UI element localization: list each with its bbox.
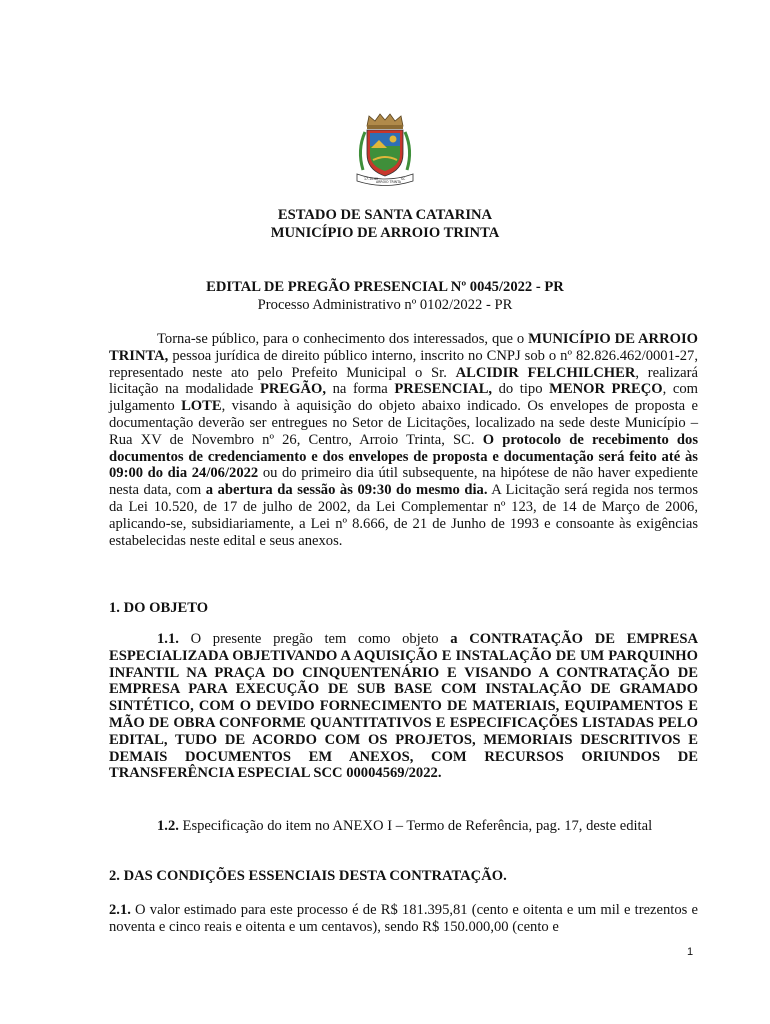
- intro-run: PREGÃO,: [259, 381, 327, 398]
- intro-run: Torna-se público, para o conhecimento dos interessados, que o: [157, 331, 529, 347]
- crest-crown: [367, 114, 403, 126]
- intro-paragraph: [109, 331, 698, 549]
- state-name: ESTADO DE SANTA CATARINA: [277, 207, 493, 223]
- process-number: Processo Administrativo nº 0102/2022 - PR: [257, 297, 513, 313]
- edital-title: EDITAL DE PREGÃO PRESENCIAL Nº 0045/2022 - PR: [206, 279, 564, 295]
- intro-run: LOTE: [181, 398, 222, 415]
- intro-run: O protocolo de recebimento dos documentos de credenciamento e dos envelopes de proposta e documentação será feito até às 09:00 do dia 24/06/2022: [109, 431, 699, 482]
- crest-left-branch: [360, 132, 365, 170]
- intro-run: pessoa jurídica de direito público interno, inscrito no CNPJ sob o nº 82.826.462/0001-27, representado neste ato pelo Prefeito Municipal o Sr.: [109, 347, 698, 381]
- section-2-heading: 2. DAS CONDIÇÕES ESSENCIAIS DESTA CONTRATAÇÃO.: [109, 868, 507, 884]
- item-1-2-text: Especificação do item no ANEXO I – Termo de Referência, pag. 17, deste edital: [178, 818, 653, 834]
- page-number: 1: [687, 946, 694, 958]
- intro-run: A Licitação será regida nos termos da Lei 10.520, de 17 de julho de 2002, da Lei Complementar nº 123, de 14 de Março de 2006, aplicando-se, subsidiariamente, a Lei nº 8.666, de 21 de Junho de 1993 e consoante às exigências estabelecidas neste edital e seus anexos.: [109, 482, 698, 549]
- crest-ribbon-center: ARROIO TRINTA: [376, 180, 401, 184]
- municipal-coat-of-arms-icon: [355, 112, 415, 188]
- intro-run: MENOR PREÇO: [549, 381, 663, 398]
- crest-ribbon-left: 17.10.62: [364, 177, 379, 181]
- item-2-1-number: 2.1.: [109, 902, 131, 918]
- intro-run: PRESENCIAL,: [394, 381, 493, 398]
- crest-ribbon-right: SC: [401, 177, 406, 181]
- item-1-2: [109, 818, 698, 835]
- intro-run: do tipo: [492, 381, 550, 398]
- intro-run: , realizará licitação na modalidade: [109, 364, 698, 398]
- crest-crown-band: [367, 125, 403, 129]
- intro-run: MUNICÍPIO DE ARROIO TRINTA,: [109, 331, 699, 364]
- intro-run: ALCIDIR FELCHILCHER: [455, 364, 636, 381]
- crest-right-branch: [405, 132, 410, 170]
- municipality-name: MUNICÍPIO DE ARROIO TRINTA: [270, 225, 500, 241]
- intro-run: a abertura da sessão às 09:30 do mesmo dia.: [205, 482, 488, 499]
- item-1-1-lead: O presente pregão tem como objeto: [178, 631, 451, 647]
- intro-run: ou do primeiro dia útil subsequente, na hipótese de não haver expediente nesta data, com: [109, 465, 699, 499]
- item-1-2-number: 1.2.: [157, 818, 179, 834]
- item-1-1: [109, 631, 698, 782]
- intro-run: , visando à aquisição do objeto abaixo indicado. Os envelopes de proposta e documentação deverão ser entregues no Setor de Licitações, localizado na sede deste Município – Rua XV de Novembro nº 26, Centro, Arroio Trinta, SC.: [109, 398, 698, 448]
- section-1-heading: 1. DO OBJETO: [109, 600, 209, 616]
- intro-run: , com julgamento: [109, 381, 698, 415]
- intro-run: na forma: [326, 381, 395, 398]
- item-1-1-object: a CONTRATAÇÃO DE EMPRESA ESPECIALIZADA OBJETIVANDO A AQUISIÇÃO E INSTALAÇÃO DE UM PARQUINHO INFANTIL NA PRAÇA DO CINQUENTENÁRIO E VISANDO A CONTRATAÇÃO DE EMPRESA PARA EXECUÇÃO DE SUB BASE COM INSTALAÇÃO DE GRAMADO SINTÉTICO, COM O DEVIDO FORNECIMENTO DE MATERIAIS, EQUIPAMENTOS E MÃO DE OBRA CONFORME QUANTITATIVOS E ESPECIFICAÇÕES LISTADAS PELO EDITAL, TUDO DE ACORDO COM OS PROJETOS, MEMORIAIS DESCRITIVOS E DEMAIS DOCUMENTOS EM ANEXOS, COM RECURSOS ORIUNDOS DE TRANSFERÊNCIA ESPECIAL SCC 00004569/2022.: [109, 631, 698, 782]
- item-1-1-number: 1.1.: [157, 631, 179, 647]
- item-2-1: [109, 902, 698, 936]
- header-block: [0, 206, 770, 242]
- crest-sun: [390, 136, 397, 143]
- edital-heading: [0, 278, 770, 314]
- item-2-1-text: O valor estimado para este processo é de R$ 181.395,81 (cento e oitenta e um mil e trezentos e noventa e cinco reais e oitenta e um centavos), sendo R$ 150.000,00 (cento e: [109, 902, 698, 935]
